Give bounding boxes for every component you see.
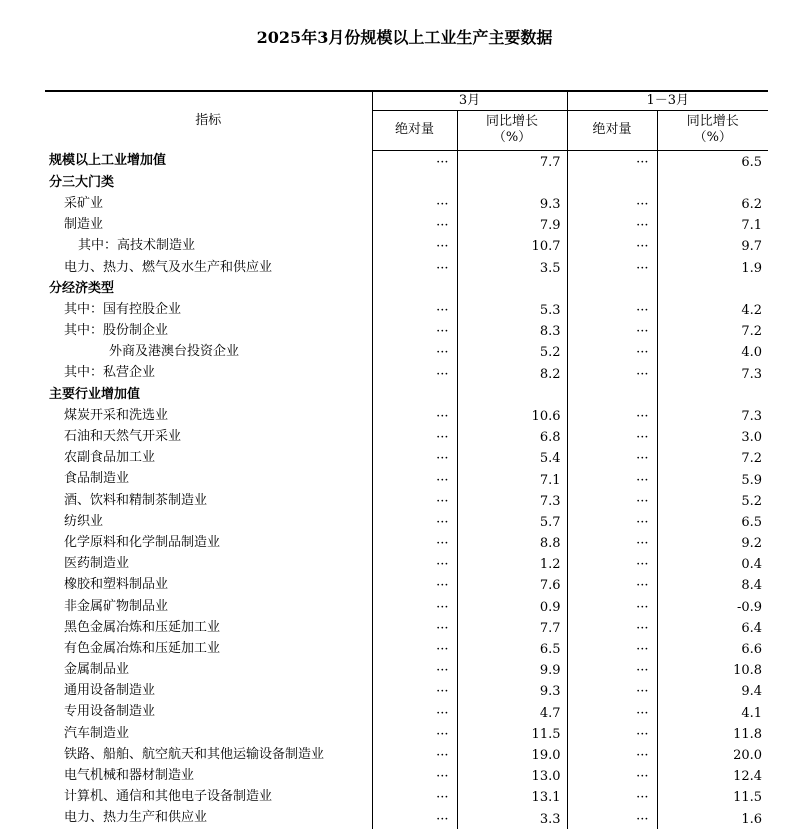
cell-absolute-ytd: ··· — [567, 680, 657, 701]
header-yoy-label: 同比增长 — [686, 114, 739, 130]
cell-absolute-march: ··· — [372, 447, 457, 468]
cell-yoy-march: 5.2 — [457, 341, 567, 362]
row-indicator: 主要行业增加值 — [45, 384, 372, 405]
table-row — [45, 680, 768, 701]
header-yoy-unit: （%） — [693, 130, 732, 146]
cell-absolute-ytd: ··· — [567, 574, 657, 595]
cell-absolute-march: ··· — [372, 193, 457, 214]
table-row — [45, 744, 768, 765]
row-indicator: 医药制造业 — [45, 553, 372, 574]
header-yoy-unit: （%） — [492, 130, 532, 146]
cell-yoy-march: 3.5 — [457, 256, 567, 277]
row-indicator: 化学原料和化学制品制造业 — [45, 532, 372, 553]
cell-absolute-ytd: ··· — [567, 447, 657, 468]
cell-absolute-march: ··· — [372, 511, 457, 532]
cell-absolute-march: ··· — [372, 701, 457, 722]
table-row — [45, 532, 768, 553]
cell-yoy-ytd: 4.0 — [741, 345, 763, 361]
table-row — [45, 807, 768, 828]
cell-yoy-march: 9.9 — [457, 659, 567, 680]
table-row — [45, 765, 768, 786]
cell-absolute-march: ··· — [372, 405, 457, 426]
cell-absolute-ytd: ··· — [567, 701, 657, 722]
cell-yoy-ytd: 6.6 — [741, 642, 763, 657]
cell-yoy-ytd — [657, 384, 768, 405]
cell-absolute-march: ··· — [372, 553, 457, 574]
cell-absolute-march: ··· — [372, 638, 457, 659]
cell-yoy-march: 19.0 — [457, 744, 567, 765]
table-row — [45, 511, 768, 532]
cell-yoy-ytd: 5.9 — [741, 472, 763, 488]
cell-yoy-ytd: 7.2 — [741, 451, 763, 467]
cell-yoy-march: 13.0 — [457, 765, 567, 786]
row-indicator: 其中：私营企业 — [45, 362, 372, 383]
row-indicator: 采矿业 — [45, 193, 372, 214]
table-row — [45, 278, 768, 299]
cell-absolute-march: ··· — [372, 765, 457, 786]
cell-absolute-ytd: ··· — [567, 405, 657, 426]
cell-absolute-march: ··· — [372, 256, 457, 277]
table-row — [45, 341, 768, 362]
row-indicator: 其中：国有控股企业 — [45, 299, 372, 320]
row-indicator: 电力、热力、燃气及水生产和供应业 — [45, 256, 372, 277]
cell-absolute-march: ··· — [372, 341, 457, 362]
cell-absolute-ytd: ··· — [567, 362, 657, 383]
cell-absolute-march — [372, 172, 457, 193]
cell-yoy-ytd: 12.4 — [733, 769, 763, 785]
cell-absolute-march: ··· — [372, 659, 457, 680]
table-row — [45, 595, 768, 616]
cell-absolute-march: ··· — [372, 574, 457, 595]
cell-absolute-ytd: ··· — [567, 490, 657, 511]
cell-yoy-ytd: 1.6 — [741, 811, 763, 827]
cell-yoy-march: 5.4 — [457, 447, 567, 468]
header-indicator: 指标 — [45, 91, 372, 150]
cell-yoy-march: 8.8 — [457, 532, 567, 553]
cell-absolute-march: ··· — [372, 532, 457, 553]
cell-yoy-ytd: 10.8 — [733, 663, 763, 679]
cell-absolute-ytd: ··· — [567, 299, 657, 320]
cell-yoy-march — [457, 172, 567, 193]
cell-yoy-ytd: 7.3 — [741, 408, 763, 424]
cell-yoy-ytd — [657, 172, 768, 193]
cell-yoy-march: 9.3 — [457, 193, 567, 214]
header-yoy-label: 同比增长 — [485, 114, 538, 130]
cell-absolute-march — [372, 278, 457, 299]
cell-absolute-march: ··· — [372, 744, 457, 765]
row-indicator: 铁路、船舶、航空航天和其他运输设备制造业 — [45, 744, 372, 765]
cell-absolute-ytd: ··· — [567, 659, 657, 680]
cell-absolute-ytd: ··· — [567, 235, 657, 256]
header-yoy-march — [457, 111, 567, 150]
table-row — [45, 193, 768, 214]
cell-yoy-march: 11.5 — [457, 723, 567, 744]
data-table — [45, 90, 768, 829]
cell-yoy-ytd: 0.4 — [741, 557, 763, 573]
cell-absolute-ytd: ··· — [567, 426, 657, 447]
cell-yoy-march: 7.7 — [457, 150, 567, 172]
table-row — [45, 426, 768, 447]
table-row — [45, 574, 768, 595]
cell-yoy-ytd: 5.2 — [741, 493, 763, 509]
cell-yoy-march: 1.2 — [457, 553, 567, 574]
row-indicator: 黑色金属冶炼和压延加工业 — [45, 617, 372, 638]
header-absolute-march: 绝对量 — [372, 111, 457, 150]
cell-absolute-ytd: ··· — [567, 786, 657, 807]
cell-absolute-march — [372, 384, 457, 405]
cell-yoy-march: 13.1 — [457, 786, 567, 807]
row-indicator: 纺织业 — [45, 511, 372, 532]
row-indicator: 外商及港澳台投资企业 — [45, 341, 372, 362]
table-row — [45, 235, 768, 256]
table-row — [45, 553, 768, 574]
cell-absolute-march: ··· — [372, 214, 457, 235]
cell-absolute-march: ··· — [372, 490, 457, 511]
row-indicator: 计算机、通信和其他电子设备制造业 — [45, 786, 372, 807]
page-title: 2025年3月份规模以上工业生产主要数据 — [256, 28, 553, 47]
cell-absolute-ytd: ··· — [567, 532, 657, 553]
cell-absolute-ytd: ··· — [567, 511, 657, 532]
table-row — [45, 320, 768, 341]
cell-yoy-ytd: 9.4 — [741, 684, 763, 700]
table-row — [45, 490, 768, 511]
cell-absolute-march: ··· — [372, 362, 457, 383]
table-row — [45, 659, 768, 680]
cell-absolute-march: ··· — [372, 468, 457, 489]
cell-yoy-march: 10.7 — [457, 235, 567, 256]
table-row — [45, 384, 768, 405]
table-row — [45, 405, 768, 426]
header-absolute-ytd: 绝对量 — [567, 111, 657, 150]
cell-yoy-ytd: 7.3 — [741, 366, 763, 382]
table-header — [45, 91, 768, 150]
cell-yoy-ytd: 7.2 — [741, 324, 763, 340]
row-indicator: 其中：股份制企业 — [45, 320, 372, 341]
cell-yoy-ytd: 4.1 — [741, 705, 763, 721]
cell-yoy-march: 7.9 — [457, 214, 567, 235]
row-indicator: 其中：高技术制造业 — [45, 235, 372, 256]
cell-absolute-ytd: ··· — [567, 553, 657, 574]
table-row — [45, 256, 768, 277]
cell-yoy-ytd: 9.2 — [741, 536, 763, 552]
cell-absolute-ytd: ··· — [567, 468, 657, 489]
cell-yoy-ytd: 4.2 — [741, 303, 763, 318]
cell-absolute-ytd: ··· — [567, 150, 657, 172]
table-row — [45, 447, 768, 468]
table-row — [45, 786, 768, 807]
cell-yoy-ytd: 6.4 — [741, 620, 763, 636]
cell-absolute-ytd — [567, 172, 657, 193]
cell-yoy-march: 0.9 — [457, 595, 567, 616]
cell-absolute-march: ··· — [372, 786, 457, 807]
header-group-ytd: 1－3月 — [567, 91, 768, 111]
table-body — [45, 150, 768, 829]
cell-absolute-march: ··· — [372, 320, 457, 341]
cell-yoy-ytd: 11.5 — [733, 790, 763, 806]
cell-yoy-march — [457, 384, 567, 405]
row-indicator: 有色金属冶炼和压延加工业 — [45, 638, 372, 659]
cell-yoy-march — [457, 278, 567, 299]
cell-absolute-ytd: ··· — [567, 617, 657, 638]
table-row — [45, 362, 768, 383]
row-indicator: 金属制品业 — [45, 659, 372, 680]
cell-yoy-march: 7.3 — [457, 490, 567, 511]
cell-yoy-ytd: 6.5 — [741, 154, 763, 170]
header-yoy-ytd — [657, 111, 768, 150]
cell-yoy-ytd: 3.0 — [741, 430, 763, 446]
cell-yoy-march: 9.3 — [457, 680, 567, 701]
row-indicator: 专用设备制造业 — [45, 701, 372, 722]
cell-yoy-march: 8.3 — [457, 320, 567, 341]
cell-absolute-march: ··· — [372, 680, 457, 701]
row-indicator: 分经济类型 — [45, 278, 372, 299]
cell-absolute-ytd: ··· — [567, 744, 657, 765]
row-indicator: 汽车制造业 — [45, 723, 372, 744]
row-indicator: 石油和天然气开采业 — [45, 426, 372, 447]
cell-yoy-march: 3.3 — [457, 807, 567, 828]
cell-yoy-march: 8.2 — [457, 362, 567, 383]
cell-absolute-march: ··· — [372, 807, 457, 828]
cell-absolute-ytd: ··· — [567, 320, 657, 341]
cell-yoy-ytd: 11.8 — [733, 726, 763, 742]
cell-yoy-march: 10.6 — [457, 405, 567, 426]
cell-absolute-march: ··· — [372, 723, 457, 744]
table-row — [45, 150, 768, 172]
row-indicator: 橡胶和塑料制品业 — [45, 574, 372, 595]
cell-absolute-ytd: ··· — [567, 807, 657, 828]
table-row — [45, 638, 768, 659]
table-row — [45, 214, 768, 235]
cell-yoy-ytd: 6.5 — [741, 514, 763, 530]
row-indicator: 电力、热力生产和供应业 — [45, 807, 372, 828]
table-row — [45, 617, 768, 638]
cell-yoy-ytd: 1.9 — [741, 260, 763, 276]
row-indicator: 农副食品加工业 — [45, 447, 372, 468]
cell-yoy-ytd: 8.4 — [741, 578, 763, 594]
cell-yoy-ytd: 20.0 — [733, 747, 763, 763]
table-row — [45, 723, 768, 744]
cell-yoy-ytd — [657, 278, 768, 299]
table-row — [45, 299, 768, 320]
cell-absolute-ytd: ··· — [567, 256, 657, 277]
cell-yoy-ytd: 7.1 — [741, 218, 763, 234]
cell-absolute-march: ··· — [372, 235, 457, 256]
cell-absolute-march: ··· — [372, 150, 457, 172]
row-indicator: 制造业 — [45, 214, 372, 235]
cell-yoy-ytd: 6.2 — [741, 197, 763, 213]
table-row — [45, 701, 768, 722]
row-indicator: 煤炭开采和洗选业 — [45, 405, 372, 426]
row-indicator: 电气机械和器材制造业 — [45, 765, 372, 786]
row-indicator: 非金属矿物制品业 — [45, 595, 372, 616]
table-row — [45, 172, 768, 193]
row-indicator: 酒、饮料和精制茶制造业 — [45, 490, 372, 511]
cell-yoy-ytd: -0.9 — [736, 599, 763, 615]
cell-yoy-march: 7.1 — [457, 468, 567, 489]
cell-yoy-march: 4.7 — [457, 701, 567, 722]
row-indicator: 食品制造业 — [45, 468, 372, 489]
row-indicator: 通用设备制造业 — [45, 680, 372, 701]
cell-yoy-march: 7.6 — [457, 574, 567, 595]
row-indicator: 分三大门类 — [45, 172, 372, 193]
cell-yoy-march: 6.5 — [457, 638, 567, 659]
table-row — [45, 468, 768, 489]
cell-absolute-ytd: ··· — [567, 765, 657, 786]
cell-yoy-march: 5.3 — [457, 299, 567, 320]
row-indicator: 规模以上工业增加值 — [45, 150, 372, 172]
cell-absolute-march: ··· — [372, 595, 457, 616]
cell-absolute-ytd: ··· — [567, 214, 657, 235]
cell-absolute-ytd: ··· — [567, 723, 657, 744]
header-group-march: 3月 — [372, 91, 567, 111]
cell-absolute-march: ··· — [372, 426, 457, 447]
cell-yoy-march: 5.7 — [457, 511, 567, 532]
cell-yoy-march: 6.8 — [457, 426, 567, 447]
cell-yoy-ytd: 9.7 — [741, 239, 763, 255]
cell-absolute-ytd — [567, 278, 657, 299]
cell-absolute-ytd: ··· — [567, 595, 657, 616]
cell-absolute-ytd: ··· — [567, 341, 657, 362]
cell-absolute-ytd: ··· — [567, 193, 657, 214]
cell-absolute-ytd: ··· — [567, 638, 657, 659]
cell-absolute-ytd — [567, 384, 657, 405]
cell-absolute-march: ··· — [372, 617, 457, 638]
cell-yoy-march: 7.7 — [457, 617, 567, 638]
cell-absolute-march: ··· — [372, 299, 457, 320]
